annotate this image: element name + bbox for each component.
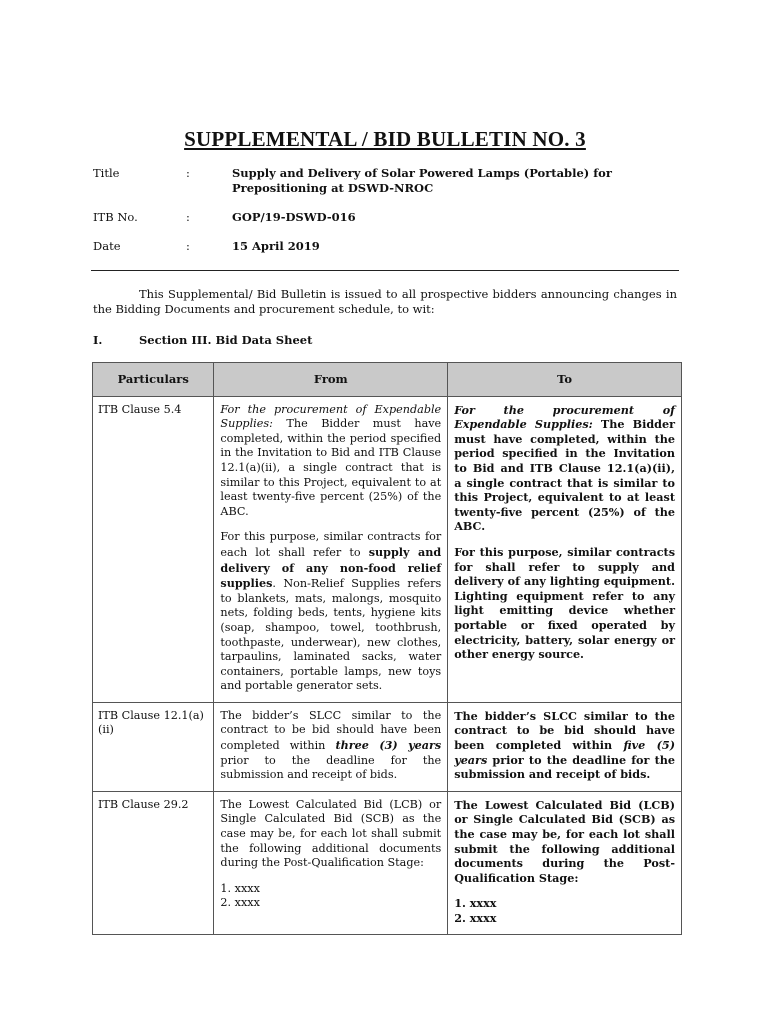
body-text: . Non-Relief Supplies refers to blankets, mats, malongs, mosquito nets, folding beds, tents, hygiene kits (soap, shampoo, towel, toothbrush, toothpaste, underwear), new clothes, tarpaulins, laminated sacks, water containers, portable lamps, new toys and portable generator sets. [220, 577, 442, 693]
row-to-cell [448, 702, 682, 791]
table-header-row [93, 363, 682, 397]
meta-colon: : [186, 166, 190, 180]
row-from-cell [214, 702, 448, 791]
row-to-cell [448, 396, 682, 702]
from-paragraph: The Lowest Calculated Bid (LCB) or Single Calculated Bid (SCB) as the case may be, for each lot shall submit the following additional documents during the Post-Qualification Stage: [220, 797, 442, 870]
meta-label: Date [93, 239, 121, 253]
row-particular: ITB Clause 29.2 [93, 791, 214, 934]
body-text: The Bidder must have completed, within the period specified in the Invitation to Bid and ITB Clause 12.1(a)(ii), a single contract that is similar to this Project, equivalent to at least twenty-five percent (25%) of the ABC. [220, 417, 442, 518]
emphasis-text: For the procurement of Expendable Supplies: [220, 402, 442, 431]
body-text: The bidder’s SLCC similar to the contract to be bid should have been completed within [454, 708, 675, 753]
section-number: I. [93, 333, 103, 347]
row-to-cell [448, 791, 682, 934]
horizontal-divider [91, 270, 679, 271]
table-row [93, 702, 682, 791]
list-item: 1. xxxx [220, 881, 260, 895]
document-list [454, 896, 675, 925]
to-paragraph [454, 403, 675, 534]
from-paragraph [220, 709, 441, 783]
meta-colon: : [186, 210, 190, 224]
list-item: 2. xxxx [220, 896, 260, 910]
emphasis-text: three (3) years [335, 738, 442, 753]
row-from-cell [214, 791, 448, 934]
from-paragraph [220, 530, 441, 694]
body-text: For this purpose, similar contracts for each lot shall refer to [220, 530, 442, 559]
body-text: prior to the deadline for the submission and receipt of bids. [454, 752, 675, 782]
section-name: Section III. Bid Data Sheet [139, 333, 313, 347]
intro-paragraph: This Supplemental/ Bid Bulletin is issued to all prospective bidders announcing changes in the Bidding Documents and procurement schedule, to wit: [93, 287, 677, 316]
bold-text: supply and delivery of any non-food relief supplies [220, 544, 442, 591]
from-paragraph [220, 403, 441, 520]
bulletin-title: SUPPLEMENTAL / BID BULLETIN NO. 3 [184, 127, 586, 151]
to-paragraph: The Lowest Calculated Bid (LCB) or Single Calculated Bid (SCB) as the case may be, for each lot shall submit the following additional documents during the Post-Qualification Stage: [454, 797, 675, 885]
body-text: prior to the deadline for the submission and receipt of bids. [220, 753, 442, 782]
to-paragraph: For this purpose, similar contracts for shall refer to supply and delivery of any lighting equipment. Lighting equipment refer to any light emitting device whether portable or fixed operated by electricity, battery, solar energy or other energy source. [454, 544, 675, 662]
document-list [220, 882, 441, 911]
list-item: 2. xxxx [454, 911, 497, 925]
row-particular: ITB Clause 12.1(a)(ii) [93, 702, 214, 791]
header-to: To [448, 363, 682, 397]
table-row [93, 791, 682, 934]
row-from-cell [214, 396, 448, 702]
emphasis-text: five (5) years [454, 738, 675, 767]
meta-value-date: 15 April 2019 [232, 239, 320, 253]
meta-value-project-title: Supply and Delivery of Solar Powered Lamps (Portable) for Prepositioning at DSWD-NROC [232, 166, 612, 195]
table-row [93, 396, 682, 702]
list-item: 1. xxxx [454, 896, 497, 911]
row-particular: ITB Clause 5.4 [93, 396, 214, 702]
header-particulars: Particulars [93, 363, 214, 397]
meta-value-itb-no: GOP/19-DSWD-016 [232, 210, 356, 224]
to-paragraph [454, 709, 675, 782]
emphasis-text: For the procurement of Expendable Supplies: [454, 402, 675, 432]
body-text: The Bidder must have completed, within the period specified in the Invitation to Bid and ITB Clause 12.1(a)(ii), a single contract that is similar to this Project, equivalent to at least twenty-five percent (25%) of the ABC. [454, 417, 675, 534]
meta-label: Title [93, 166, 120, 180]
body-text: The bidder’s SLCC similar to the contract to be bid should have been completed within [220, 708, 442, 753]
meta-colon: : [186, 239, 190, 253]
bid-data-table [92, 362, 682, 935]
meta-label: ITB No. [93, 210, 138, 224]
header-from: From [214, 363, 448, 397]
